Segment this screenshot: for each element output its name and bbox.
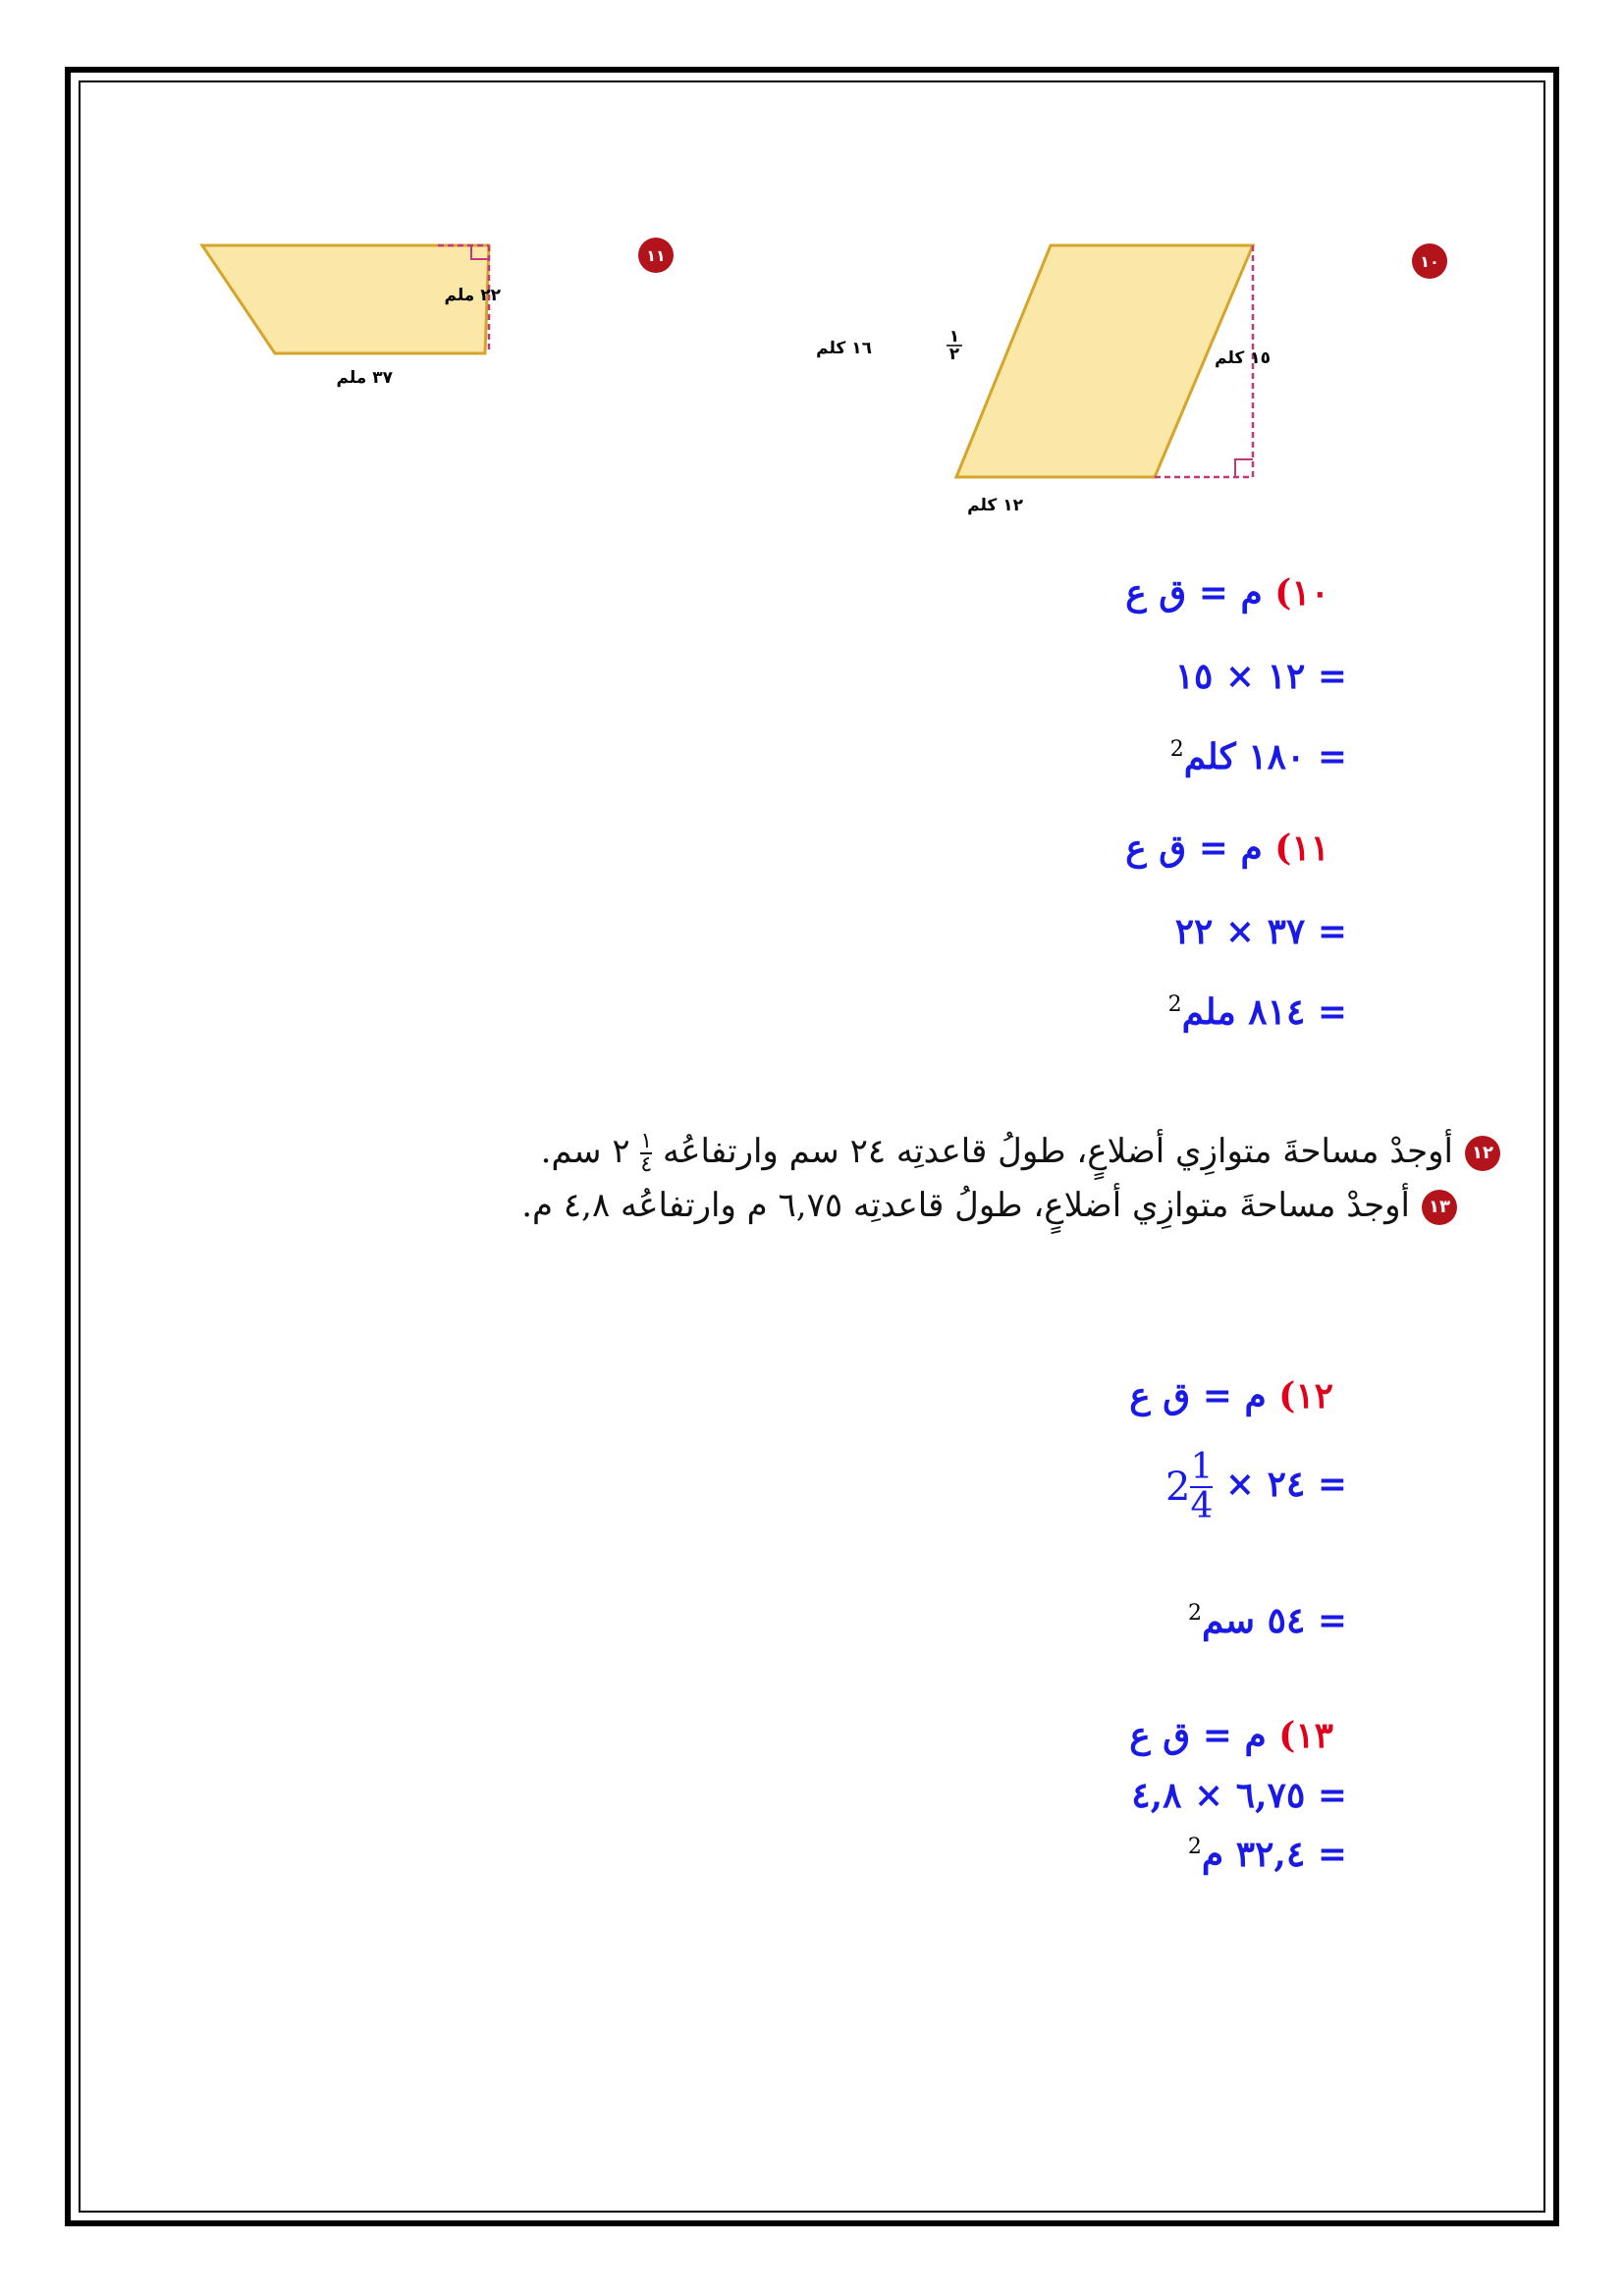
height-label-11: ٢٢ ملم — [444, 286, 501, 305]
question-12-fraction-den: ٤ — [640, 1152, 653, 1177]
solution-11-label: ١١) — [1274, 828, 1329, 869]
solution-10-formula: م = ق ع — [1125, 572, 1263, 614]
figure-10 — [816, 236, 1453, 520]
question-13-text: أوجدْ مساحةَ متوازِي أضلاعٍ، طولُ قاعدتِه ٦,٧٥ م وارتفاعُه ٤,٨ م. — [521, 1186, 1410, 1225]
solution-10-step2-text: = ١٨٠ كلم — [1183, 736, 1347, 777]
solution-12-header — [1129, 1375, 1333, 1416]
solution-10-step1-text: = ١٢ × ١٥ — [1174, 656, 1347, 697]
solution-13-step1 — [1131, 1775, 1347, 1816]
solution-13-step1-text: = ٦,٧٥ × ٤,٨ — [1131, 1775, 1347, 1816]
solution-13-exponent: 2 — [1187, 1835, 1202, 1859]
solution-11-step2-text: = ٨١٤ ملم — [1181, 991, 1347, 1033]
solution-10-header — [1125, 572, 1329, 614]
solution-12-fraction-num: 1 — [1190, 1447, 1214, 1487]
solution-12-formula: م = ق ع — [1129, 1375, 1267, 1416]
side-fraction-num-10: ١ — [948, 327, 960, 347]
solution-12-label: ١٢) — [1278, 1375, 1333, 1416]
solution-11-formula: م = ق ع — [1125, 828, 1263, 869]
solution-13-step2 — [1188, 1834, 1347, 1875]
solution-13-formula: م = ق ع — [1129, 1715, 1267, 1756]
question-12-badge: ١٢ — [1465, 1136, 1500, 1171]
solution-12-exponent: 2 — [1187, 1601, 1202, 1626]
solution-10-exponent: 2 — [1169, 737, 1184, 762]
solution-11-step2 — [1168, 991, 1347, 1033]
height-label-10: ١٥ كلم — [1215, 348, 1271, 368]
solution-11-exponent: 2 — [1167, 992, 1182, 1017]
question-13 — [521, 1186, 1457, 1225]
solution-12-step1-text: = ٢٤ × — [1224, 1463, 1347, 1505]
right-angle-10 — [1235, 459, 1253, 477]
question-12-fraction-num: ١ — [640, 1129, 653, 1153]
figure-11 — [196, 236, 707, 402]
question-12-text-before: أوجدْ مساحةَ متوازِي أضلاعٍ، طولُ قاعدتِه ٢٤ سم وارتفاعُه — [663, 1132, 1453, 1171]
question-12-text-after: ٢ سم. — [540, 1132, 630, 1171]
solution-13-step2-text: = ٣٢,٤ م — [1201, 1834, 1347, 1875]
solution-13-label: ١٣) — [1278, 1715, 1333, 1756]
question-12-fraction — [640, 1131, 652, 1176]
side-fraction-den-10: ٢ — [948, 345, 960, 364]
solution-10-label: ١٠) — [1274, 572, 1329, 614]
solution-11-header — [1125, 828, 1329, 869]
question-12 — [541, 1131, 1500, 1176]
solution-12-fraction-den: 4 — [1190, 1485, 1214, 1526]
badge-10-number: ١٠ — [1420, 252, 1439, 271]
parallelogram-10 — [956, 245, 1253, 477]
solution-12-step2 — [1188, 1600, 1347, 1641]
base-label-10: ١٢ كلم — [967, 496, 1023, 515]
solution-10-step1 — [1175, 656, 1347, 697]
solution-10-step2 — [1170, 736, 1347, 777]
solution-12-whole: 2 — [1165, 1464, 1191, 1510]
solution-12-step1 — [1165, 1449, 1347, 1525]
side-label-10: ١٦ كلم — [816, 339, 872, 358]
solution-13-header — [1129, 1715, 1333, 1756]
solution-12-fraction — [1190, 1449, 1213, 1525]
solution-11-step1-text: = ٣٧ × ٢٢ — [1174, 911, 1347, 952]
question-13-badge: ١٣ — [1422, 1190, 1457, 1225]
solution-12-step2-text: = ٥٤ سم — [1201, 1600, 1347, 1641]
base-label-11: ٣٧ ملم — [336, 368, 393, 388]
solution-11-step1 — [1175, 911, 1347, 952]
badge-11-number: ١١ — [646, 246, 666, 265]
